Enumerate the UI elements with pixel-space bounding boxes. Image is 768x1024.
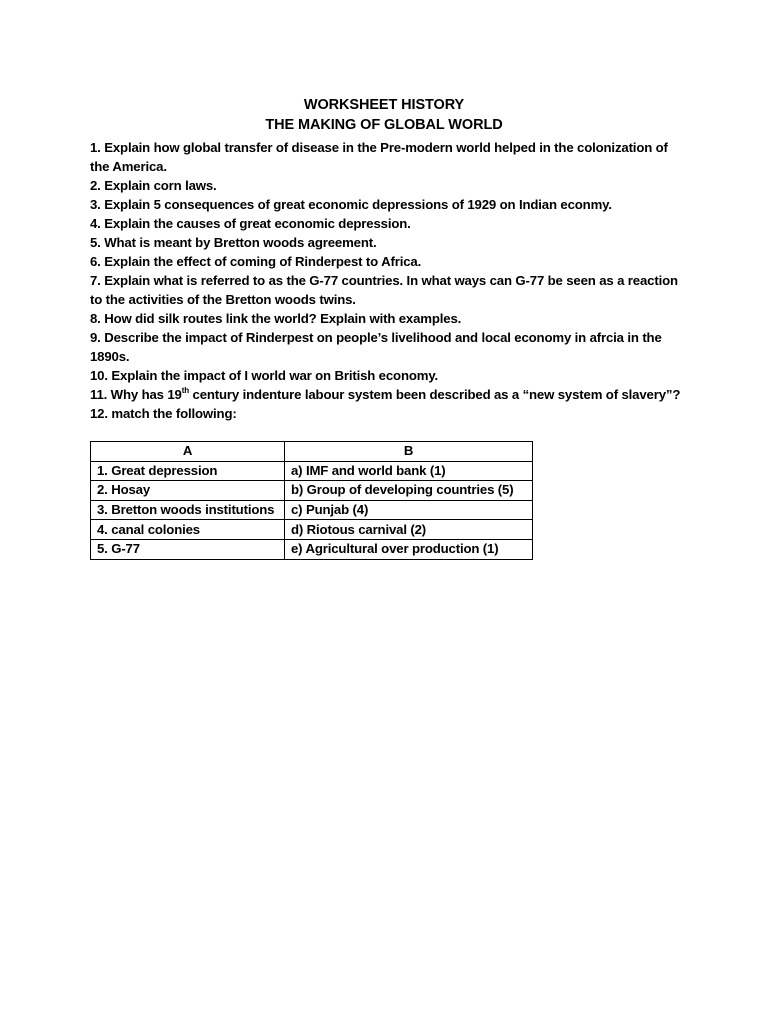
- title-block: [0, 95, 768, 135]
- column-header-b: B: [285, 442, 533, 462]
- question-11-text-after: century indenture labour system been described as a “new system of slavery”?: [189, 387, 681, 402]
- table-cell-a: 4. canal colonies: [91, 520, 285, 540]
- worksheet-title: WORKSHEET HISTORY: [303, 97, 465, 113]
- table-row: [91, 481, 533, 501]
- question-11-superscript: th: [181, 385, 189, 395]
- table-cell-b: a) IMF and world bank (1): [285, 461, 533, 481]
- question-11-text-before: 11. Why has 19: [90, 387, 182, 402]
- question-4: 4. Explain the causes of great economic depression.: [90, 216, 411, 231]
- question-11: [90, 385, 690, 404]
- question-list: [90, 138, 690, 423]
- column-header-a: A: [91, 442, 285, 462]
- table-cell-b: c) Punjab (4): [285, 500, 533, 520]
- question-2: 2. Explain corn laws.: [90, 178, 217, 193]
- question-6: 6. Explain the effect of coming of Rinderpest to Africa.: [90, 254, 422, 269]
- table-row: [91, 461, 533, 481]
- question-9: 9. Describe the impact of Rinderpest on people’s livelihood and local economy in afrcia in the 1890s.: [90, 330, 662, 364]
- table-cell-b: b) Group of developing countries (5): [285, 481, 533, 501]
- table-cell-a: 1. Great depression: [91, 461, 285, 481]
- table-cell-a: 2. Hosay: [91, 481, 285, 501]
- table-header-row: [91, 442, 533, 462]
- table-row: [91, 520, 533, 540]
- question-8: 8. How did silk routes link the world? Explain with examples.: [90, 311, 462, 326]
- question-10: 10. Explain the impact of I world war on British economy.: [90, 368, 439, 383]
- table-cell-a: 5. G-77: [91, 539, 285, 559]
- question-12: 12. match the following:: [90, 406, 237, 421]
- question-1: 1. Explain how global transfer of disease in the Pre-modern world helped in the colonization of the America.: [90, 140, 668, 174]
- table-cell-b: e) Agricultural over production (1): [285, 539, 533, 559]
- table-cell-b: d) Riotous carnival (2): [285, 520, 533, 540]
- table-row: [91, 500, 533, 520]
- table-row: [91, 539, 533, 559]
- question-7: 7. Explain what is referred to as the G-77 countries. In what ways can G-77 be seen as a reaction to the activities of the Bretton woods twins.: [90, 273, 678, 307]
- match-the-following-table: [90, 441, 533, 560]
- question-5: 5. What is meant by Bretton woods agreement.: [90, 235, 377, 250]
- table-cell-a: 3. Bretton woods institutions: [91, 500, 285, 520]
- worksheet-subtitle: THE MAKING OF GLOBAL WORLD: [265, 117, 503, 133]
- question-3: 3. Explain 5 consequences of great economic depressions of 1929 on Indian econmy.: [90, 197, 612, 212]
